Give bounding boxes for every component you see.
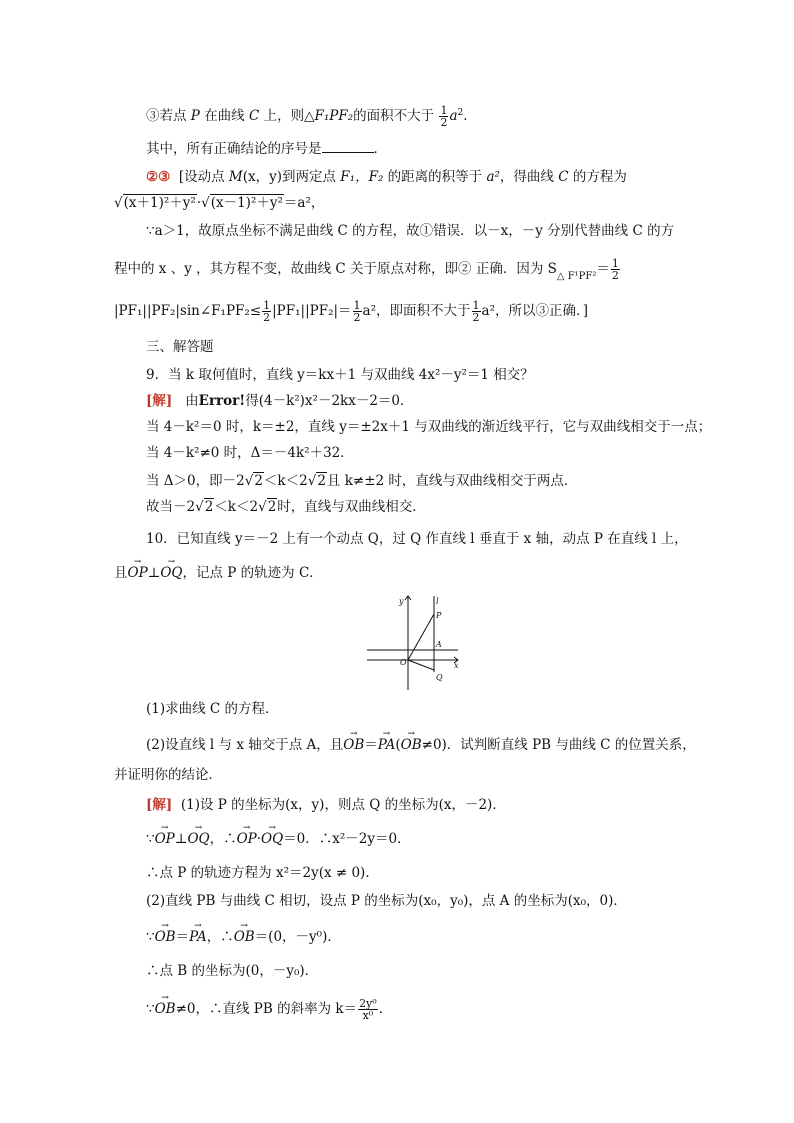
problem-10-solution-5: ∵→ OB＝→ PA，∴→ OB＝(0，－y⁰)． bbox=[146, 928, 341, 946]
problem-9-solution-2: 当 4－k²＝0 时，k＝±2，直线 y＝±2x＋1 与双曲线的渐近线平行，它与双曲线相交于一点； bbox=[146, 419, 712, 435]
answer-label: ②③ bbox=[146, 169, 171, 185]
item-3: ③若点 P 在曲线 C 上，则△F₁PF₂的面积不大于 $\frac{1}{2}$ $a^2$. bbox=[146, 104, 468, 129]
label-l: l bbox=[436, 597, 439, 606]
problem-10-stem-2: 且→ OP⊥→ OQ，记点 P 的轨迹为 C． bbox=[114, 564, 323, 582]
problem-10-solution-6: ∴点 B 的坐标为(0，－y₀)． bbox=[146, 963, 319, 979]
label-O: O bbox=[400, 658, 407, 667]
answer-blank bbox=[322, 140, 374, 153]
segment-OQ bbox=[408, 660, 434, 670]
problem-10-solution-3: ∴点 P 的轨迹方程为 x²＝2y(x ≠ 0)． bbox=[146, 865, 379, 881]
problem-10-solution-2: ∵→ OP⊥→ OQ，∴→ OP·→ OQ＝0．∴x²－2y＝0． bbox=[146, 830, 411, 848]
problem-10-stem-1: 10．已知直线 y＝－2 上有一个动点 Q，过 Q 作直线 l 垂直于 x 轴，动点 P 在直线 l 上， bbox=[146, 531, 688, 547]
coordinate-figure bbox=[362, 592, 462, 692]
solution-line-4: 程中的 x 、y ，其方程不变，故曲线 C 关于原点对称，即② 正确．因为 $S_{\triangle F^1PF^2}=$ $\frac{1}{2}$ bbox=[114, 257, 619, 282]
label-A: A bbox=[436, 640, 442, 649]
problem-9-solution-4: 当 Δ＞0，即－2√2＜k＜2√2且 k≠±2 时，直线与双曲线相交于两点． bbox=[146, 473, 578, 489]
slope-fraction: $\frac{\text{2y⁰}}{\text{x⁰}}$ bbox=[359, 997, 377, 1022]
label-P: P bbox=[436, 611, 442, 620]
label-y: y bbox=[399, 597, 404, 606]
segment-OP bbox=[408, 614, 434, 660]
question-2-end: 并证明你的结论． bbox=[114, 767, 222, 783]
solution-line-1: ②③ [设动点 M(x，y)到两定点 F₁，F₂ 的距离的积等于 a²，得曲线 C 的方程为 bbox=[146, 169, 627, 185]
solution-line-3: ∵a＞1，故原点坐标不满足曲线 C 的方程，故①错误．以－x，－y 分别代替曲线 C 的方 bbox=[146, 223, 675, 239]
error-field: Error! bbox=[198, 393, 246, 409]
solution-line-5: |PF₁||PF₂|sin∠F₁PF₂≤ $\frac{1}{2}$ |PF₁||PF₂|＝ $\frac{1}{2}$ a²，即面积不大于 $\frac{1}{2}$ a²，所以③正确．] bbox=[114, 299, 588, 324]
problem-9-stem: 9．当 k 取何值时，直线 y＝kx＋1 与双曲线 4x²－y²＝1 相交？ bbox=[146, 367, 534, 383]
jie-label: [解] bbox=[146, 393, 173, 409]
label-x: x bbox=[454, 661, 459, 670]
label-Q: Q bbox=[436, 673, 443, 682]
problem-10-solution-1: [解] (1)设 P 的坐标为(x，y)，则点 Q 的坐标为(x，－2)． bbox=[146, 797, 506, 813]
question-2: (2)设直线 l 与 x 轴交于点 A，且→ OB＝→ PA(→ OB≠0)．试判断直线 PB 与曲线 C 的位置关系， bbox=[146, 736, 696, 754]
problem-9-solution-5: 故当－2√2＜k＜2√2时，直线与双曲线相交． bbox=[146, 499, 426, 515]
fraction-half: $\frac{1}{2}$ bbox=[440, 104, 448, 129]
section-heading: 三、解答题 bbox=[146, 339, 214, 355]
problem-10-solution-7: ∵→ OB≠0，∴直线 PB 的斜率为 k＝ $\frac{\text{2y⁰}}{\text{x⁰}}$ ． bbox=[146, 998, 392, 1021]
problem-9-solution-3: 当 4－k²≠0 时，Δ＝－4k²＋32． bbox=[146, 445, 354, 461]
solution-line-2: √(x＋1)²＋y²·√(x－1)²＋y²＝a²， bbox=[114, 195, 325, 211]
problem-10-solution-4: (2)直线 PB 与曲线 C 相切，设点 P 的坐标为(x₀，y₀)，点 A 的坐标为(x₀，0)． bbox=[146, 893, 627, 909]
question-line: 其中，所有正确结论的序号是 ． bbox=[146, 141, 387, 157]
problem-9-solution-1: [解] 由Error!得(4－k²)x²－2kx－2＝0． bbox=[146, 393, 414, 409]
question-1: (1)求曲线 C 的方程． bbox=[146, 701, 279, 717]
